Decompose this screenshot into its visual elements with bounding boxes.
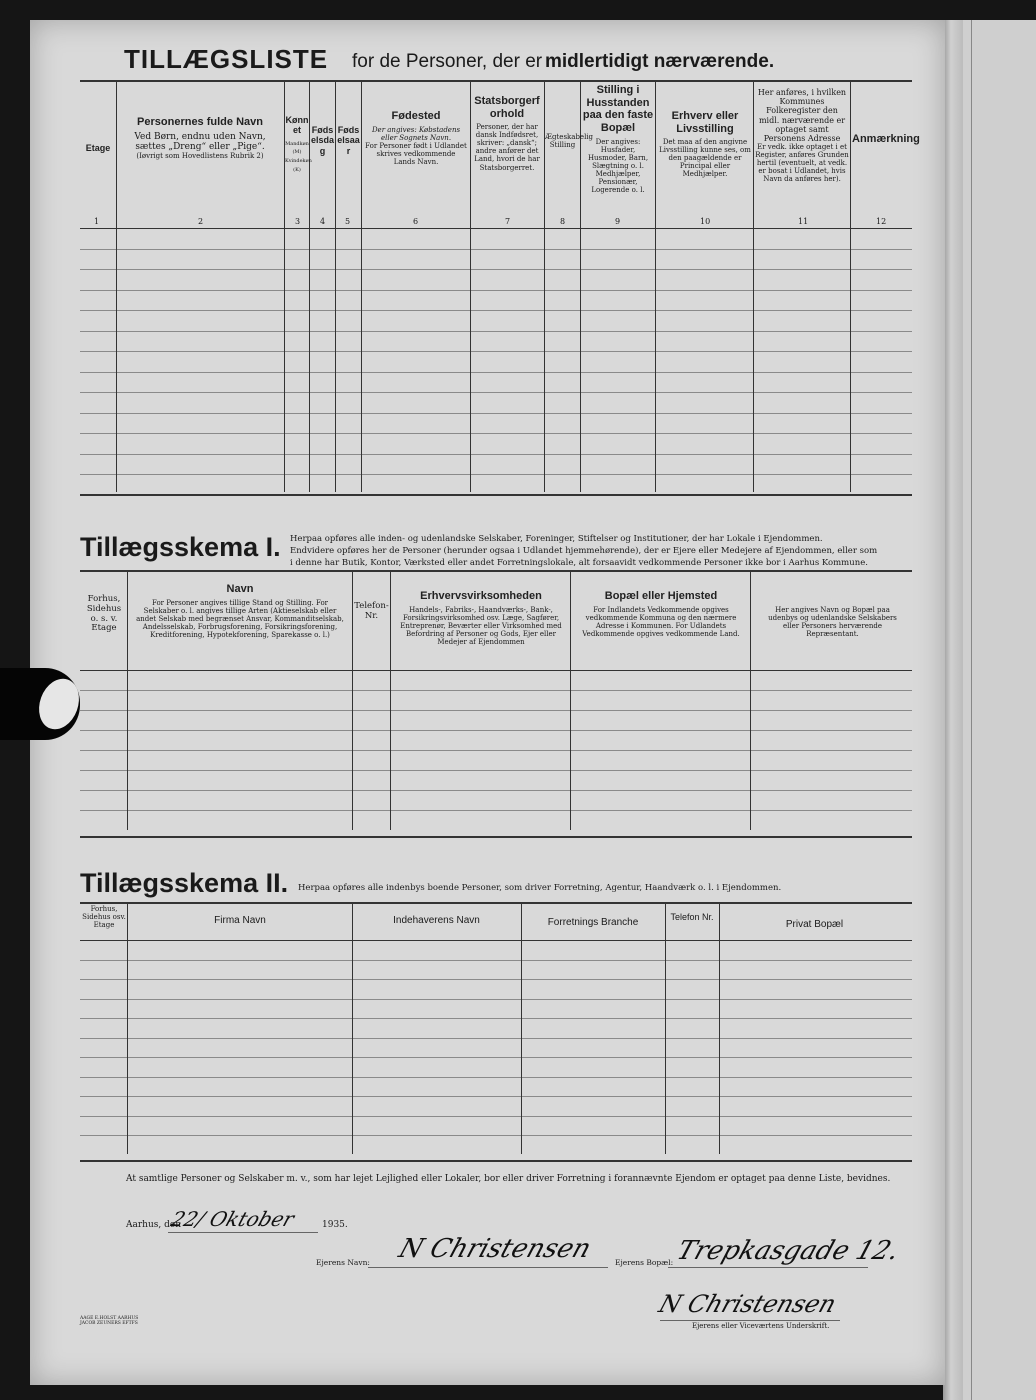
ruled-line [80, 269, 912, 270]
col-num: 7 [505, 217, 511, 226]
ruled-line [80, 770, 912, 771]
s1-col-repraesentant: Her angives Navn og Bopæl paa udenbys og udenlandske Selskabers eller Personers herværende Repræsentant. [768, 606, 897, 639]
list-title-part-1: for de Personer, der er [352, 51, 543, 72]
s1-col-navn: Navn For Personer angives tillige Stand og Stilling. For Selskaber o. l. angives tillige Arten (Aktieselskab eller andet Selskab med begrænset Ansvar, Kommanditselskab, Andelsselskab, Forbrugsforening, Forsikringsforening, Kreditforening, Hypotekforening, Sparekasse o. l.) [136, 583, 344, 639]
ruled-line [80, 790, 912, 791]
s2-col-privat: Privat Bopæl [785, 919, 844, 930]
s2-col-etage: Forhus, Sidehus osv. Etage [82, 905, 126, 930]
ruled-line [80, 730, 912, 731]
owner-name-handwritten: N Christensen [395, 1234, 595, 1264]
s1-col-etage: Forhus, Sidehus o. s. v. Etage [86, 594, 122, 634]
s1-col-bopael: Bopæl eller Hjemsted For Indlandets Vedkommende opgives vedkommende Kommuna og den nærmere Adresse i Kommunen. For Udlandets Vedkommende opgives vedkommende Land. [582, 590, 740, 638]
owner-address-handwritten: Trepkasgade 12. [673, 1236, 904, 1266]
col-num: 12 [876, 217, 887, 226]
col-num: 2 [198, 217, 204, 226]
signature-label: Ejerens eller Viceværtens Underskrift. [692, 1322, 830, 1330]
col-num: 3 [295, 217, 301, 226]
col-foedested: Fødested Der angives: Købstadens eller Sognets Navn. For Personer født i Udlandet skrives vedkommende Lands Navn. [365, 110, 467, 166]
date-handwritten: 22/ Oktober [168, 1207, 298, 1231]
skema2-desc: Herpaa opføres alle indenbys boende Personer, som driver Forretning, Agentur, Haandværk o. l. i Ejendommen. [298, 883, 782, 893]
s2-col-firma: Firma Navn [214, 915, 266, 926]
ruled-line [80, 810, 912, 811]
ruled-line [80, 1135, 912, 1136]
col-stilling: Stilling i Husstanden paa den faste Bopæl Der angives: Husfader, Husmoder, Barn, Slægtning o. l. Medhjælper, Pensionær, Logerende o. l. [582, 84, 654, 194]
ruled-line [80, 979, 912, 980]
ruled-line [80, 1038, 912, 1039]
col-num: 1 [94, 217, 100, 226]
next-page-edge [963, 20, 1036, 1400]
col-etage: Etage [85, 143, 111, 153]
ruled-line [80, 1116, 912, 1117]
ruled-line [80, 331, 912, 332]
ruled-line [80, 351, 912, 352]
ruled-line [80, 1057, 912, 1058]
col-navn: Personernes fulde Navn Ved Børn, endnu uden Navn, sættes „Dreng“ eller „Pige“. (Iøvrigt som Hovedlistens Rubrik 2) [134, 116, 266, 161]
skema1-desc: Herpaa opføres alle inden- og udenlandske Selskaber, Foreninger, Stiftelser og Institutioner, der har Lokale i Ejendommen. [290, 534, 823, 544]
signature-handwritten: N Christensen [655, 1290, 840, 1318]
owner-address-label: Ejerens Bopæl: [615, 1258, 674, 1267]
col-num: 9 [615, 217, 621, 226]
ruled-line [80, 710, 912, 711]
ruled-line [80, 750, 912, 751]
s2-col-telefon: Telefon Nr. [670, 912, 714, 922]
skema1-desc: Endvidere opføres her de Personer (herunder ogsaa i Udlandet hjemmehørende), der er Ejere eller Medejere af Ejendommen, eller som [290, 546, 878, 556]
ruled-line [80, 474, 912, 475]
book-spine [943, 20, 963, 1400]
col-num: 10 [700, 217, 711, 226]
skema1-title: Tillægsskema I. [80, 532, 281, 562]
list-title-part-2: midlertidigt nærværende. [545, 51, 775, 72]
col-num: 6 [413, 217, 419, 226]
col-anmaerkning: Anmærkning [852, 133, 920, 145]
col-folkeregister: Her anføres, i hvilken Kommunes Folkeregister den midl. nærværende er optaget samt Personens Adresse Er vedk. ikke optaget i et Register, anføres Grunden hertil (eventuelt, at vedk. er bosat i Udlandet, hvis Navn da anføres her). [755, 88, 849, 184]
skema2-title: Tillægsskema II. [80, 868, 289, 898]
col-num: 4 [320, 217, 326, 226]
ruled-line [80, 1018, 912, 1019]
s1-col-erhverv: Erhvervsvirksomheden Handels-, Fabriks-, Haandværks-, Bank-, Forsikringsvirksomhed osv. Læge, Sagfører, Entreprenør, Beværter eller Virksomhed med Befordring af Personer og Gods, Ejer eller Medejer af Ejendommen [400, 590, 562, 646]
skema1-desc: i denne har Butik, Kontor, Værksted eller andet Forretningslokale, alt forsaavidt vedkommende Personer ikke bor i Aarhus Kommune. [290, 558, 868, 568]
year: 1935. [322, 1220, 348, 1230]
s2-col-branche: Forretnings Branche [547, 917, 639, 928]
ruled-line [80, 690, 912, 691]
ruled-line [80, 392, 912, 393]
col-erhverv: Erhverv eller Livsstilling Det maa af den angivne Livsstilling kunne ses, om den paagældende er Principal eller Medhjælper. [659, 110, 751, 179]
place-label: Aarhus, den [126, 1220, 181, 1230]
ruled-line [80, 372, 912, 373]
col-num: 5 [345, 217, 351, 226]
ruled-line [80, 960, 912, 961]
binder-clip [0, 668, 80, 740]
s2-col-indehaver: Indehaverens Navn [393, 915, 480, 926]
ruled-line [80, 290, 912, 291]
col-foedselsdag: Fødselsdag [310, 125, 334, 156]
ruled-line [80, 413, 912, 414]
col-foedselsaar: Fødselsaar [337, 125, 360, 156]
ruled-line [80, 1096, 912, 1097]
printer-mark: AAGE E.HOLST AARHUS JACOB ZEUNERS EFTFS [80, 1316, 139, 1327]
ruled-line [80, 1077, 912, 1078]
ruled-line [80, 999, 912, 1000]
col-num: 8 [560, 217, 566, 226]
ruled-line [80, 454, 912, 455]
col-aegteskab: Ægteskabelig Stilling [545, 133, 594, 150]
col-koennet: Kønnet Mandkøn (M) Kvindekøn (K) [285, 115, 312, 173]
ruled-line [80, 433, 912, 434]
s1-col-telefon: Telefon-Nr. [354, 601, 389, 621]
declaration-text: At samtlige Personer og Selskaber m. v., som har lejet Lejlighed eller Lokaler, bor eller driver Forretning i forannævnte Ejendom er optaget paa denne Liste, bevidnes. [126, 1174, 891, 1184]
list-title: TILLÆGSLISTE [124, 44, 329, 74]
col-num: 11 [798, 217, 809, 226]
ruled-line [80, 249, 912, 250]
ruled-line [80, 310, 912, 311]
owner-name-label: Ejerens Navn: [316, 1258, 370, 1267]
col-statsborger: Statsborgerforhold Personer, der har dansk Indfødsret, skriver: „dansk“; andre anfører det Land, hvori de har Statsborgerret. [474, 95, 540, 172]
